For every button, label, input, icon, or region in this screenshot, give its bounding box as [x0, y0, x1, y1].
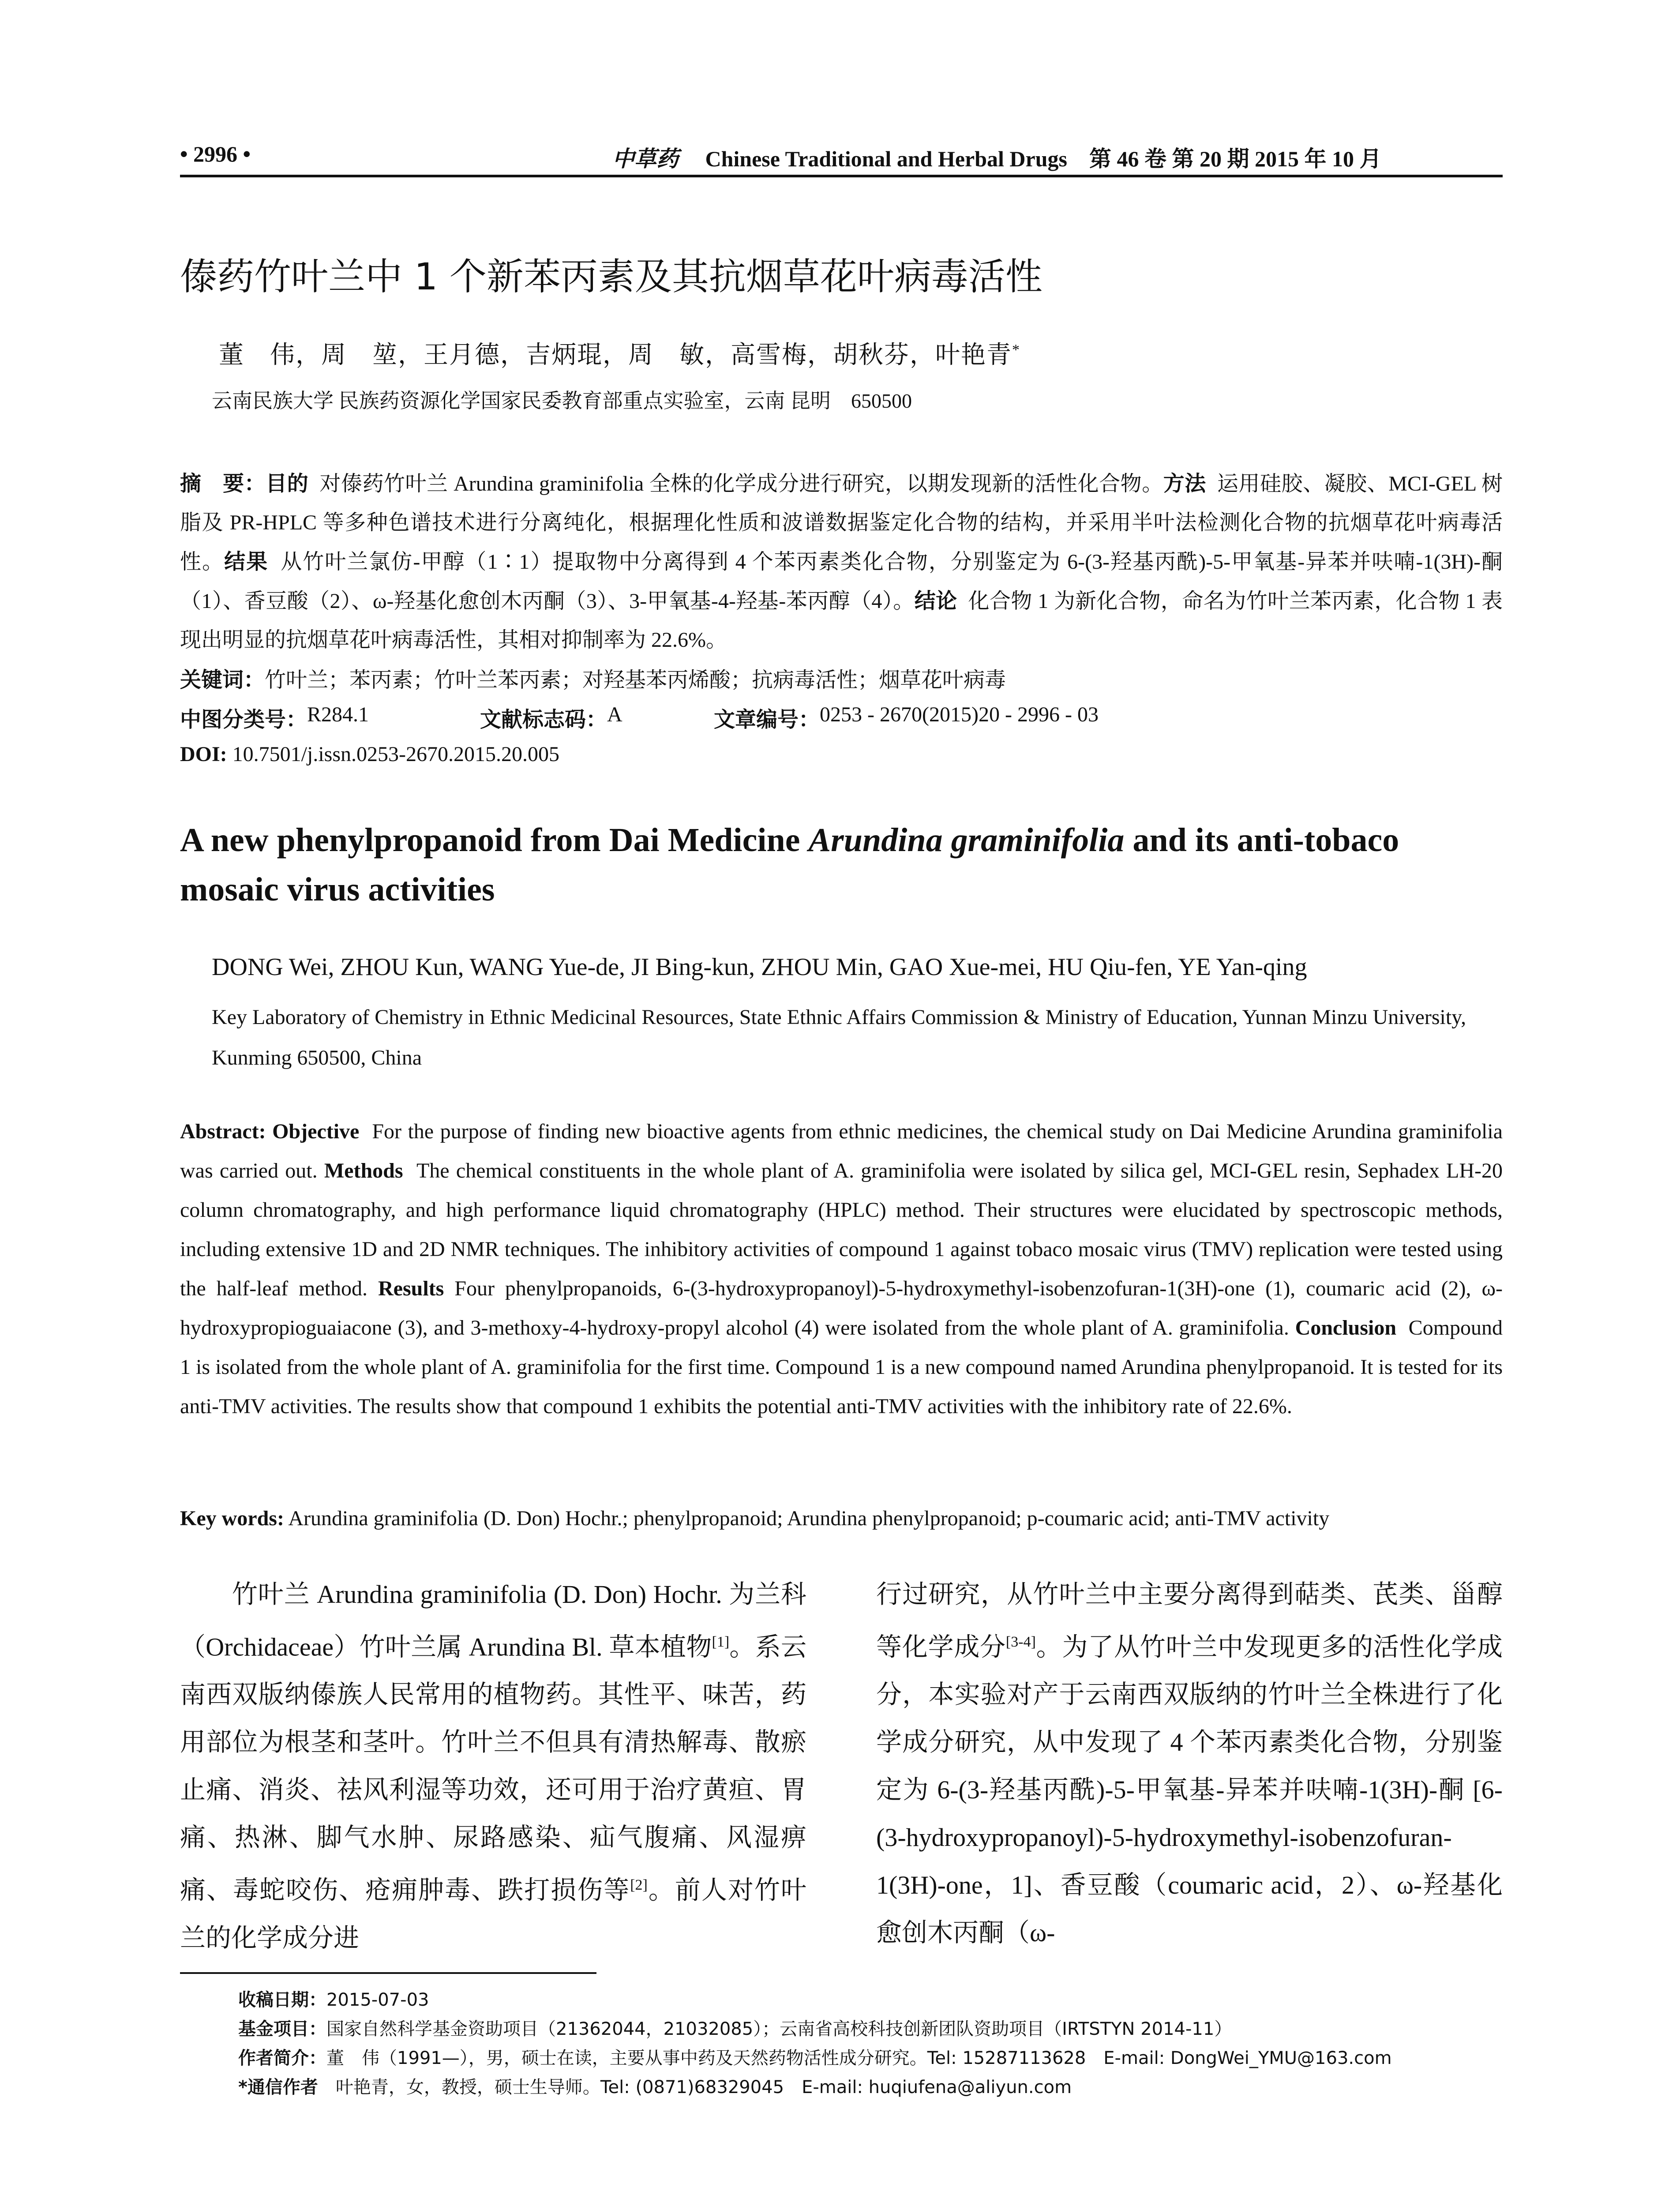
results-en-label: Results	[378, 1277, 444, 1300]
keywords-en-label: Key words:	[180, 1507, 284, 1530]
keywords-en	[180, 1506, 1503, 1531]
title-zh: 傣药竹叶兰中 1 个新苯丙素及其抗烟草花叶病毒活性	[180, 255, 1042, 298]
title-en: A new phenylpropanoid from Dai Medicine Arundina graminifolia and its anti-tobaco mosaic virus activities	[180, 822, 1399, 908]
methods-en-label: Methods	[324, 1159, 403, 1182]
doi-label: DOI:	[180, 743, 227, 766]
conclusion-en: Compound 1 is isolated from the whole plant of A. graminifolia for the first time. Compound 1 is a new compound named Arundina phenylpropanoid. It is tested for its anti-TMV activities. The results show that compound 1 exhibits the potential anti-TMV activities with the inhibitory rate of 22.6%.	[180, 1316, 1503, 1418]
clc-number: 中图分类号： R284.1	[180, 703, 369, 732]
results-zh: 从竹叶兰氯仿-甲醇（1∶1）提取物中分离得到 4 个苯丙素类化合物，分别鉴定为 6-(3-羟基丙酰)-5-甲氧基-异苯并呋喃-1(3H)-酮（1）、香豆酸（2）、ω-羟基化愈创木丙酮（3）、3-甲氧基-4-羟基-苯丙醇（4）。	[180, 550, 1503, 613]
abstract-zh	[180, 464, 1503, 660]
keywords-zh-text: 竹叶兰；苯丙素；竹叶兰苯丙素；对羟基苯丙烯酸；抗病毒活性；烟草花叶病毒	[265, 668, 1006, 692]
issue-info: 第 46 卷 第 20 期 2015 年 10 月	[1089, 146, 1382, 171]
methods-zh: 运用硅胶、凝胶、MCI-GEL 树脂及 PR-HPLC 等多种色谱技术进行分离纯化，根据理化性质和波谱数据鉴定化合物的结构，并采用半叶法检测化合物的抗烟草花叶病毒活性。	[180, 472, 1503, 574]
results-zh-label: 结果	[224, 549, 269, 574]
journal-name-zh: 中草药	[612, 146, 679, 172]
title-species: Arundina graminifolia	[808, 822, 1125, 859]
doi-line	[180, 742, 559, 766]
methods-zh-label: 方法	[1163, 471, 1206, 496]
header-rule	[180, 175, 1503, 177]
body-column-left: 竹叶兰 Arundina graminifolia (D. Don) Hochr. 为兰科（Orchidaceae）竹叶兰属 Arundina Bl. 草本植物[1]。系云南西双版纳傣族人民常用的植物药。其性平、味苦，药用部位为根茎和茎叶。竹叶兰不但具有清热解毒、散瘀止痛、消炎、祛风利湿等功效，还可用于治疗黄疸、胃痛、热淋、脚气水肿、尿路感染、疝气腹痛、风湿痹痛、毒蛇咬伤、疮痈肿毒、跌打损伤等[2]。前人对竹叶兰的化学成分进	[180, 1580, 806, 1952]
abstract-zh-label: 摘 要：	[180, 471, 266, 496]
abstract-en	[180, 1112, 1503, 1426]
objective-zh-label: 目的	[266, 471, 309, 496]
objective-en-label: Objective	[272, 1120, 360, 1143]
keywords-zh-label: 关键词：	[180, 668, 265, 692]
citation-2: [2]	[630, 1877, 648, 1894]
authors-zh-names: 董 伟，周 堃，王月德，吉炳琨，周 敏，高雪梅，胡秋芬，叶艳青	[219, 341, 1012, 369]
page-number: • 2996 •	[180, 142, 251, 166]
footnote-author-bio: 作者简介：董 伟（1991—），男，硕士在读，主要从事中药及天然药物活性成分研究。Tel: 15287113628 E-mail: DongWei_YMU@163.com	[238, 2048, 1392, 2068]
corresponding-mark: *	[1012, 341, 1020, 358]
abstract-en-label: Abstract:	[180, 1120, 266, 1143]
footnote-funding: 基金项目：国家自然科学基金资助项目（21362044，21032085）；云南省高校科技创新团队资助项目（IRTSTYN 2014-11）	[238, 2019, 1232, 2039]
affiliation-en: Key Laboratory of Chemistry in Ethnic Medicinal Resources, State Ethnic Affairs Commission & Ministry of Education, Yunnan Minzu University, Kunming 650500, China	[212, 1005, 1466, 1069]
keywords-zh	[180, 663, 1006, 693]
journal-name-en: Chinese Traditional and Herbal Drugs	[705, 146, 1067, 171]
results-en: Four phenylpropanoids, 6-(3-hydroxypropanoyl)-5-hydroxymethyl-isobenzofuran-1(3H)-one (1), coumaric acid (2), ω-hydroxypropioguaiacone (3), and 3-methoxy-4-hydroxy-propyl alcohol (4) were isolated from the whole plant of A. graminifolia.	[180, 1277, 1503, 1339]
keywords-en-text: Arundina graminifolia (D. Don) Hochr.; phenylpropanoid; Arundina phenylpropanoid; p-coumaric acid; anti-TMV activity	[288, 1507, 1330, 1530]
conclusion-en-label: Conclusion	[1295, 1316, 1397, 1339]
article-number: 文章编号： 0253 - 2670(2015)20 - 2996 - 03	[714, 703, 1099, 732]
objective-zh: 对傣药竹叶兰 Arundina graminifolia 全株的化学成分进行研究，以期发现新的活性化合物。	[319, 472, 1163, 495]
doi-value: 10.7501/j.issn.0253-2670.2015.20.005	[232, 743, 560, 766]
objective-en: For the purpose of finding new bioactive agents from ethnic medicines, the chemical study on Dai Medicine Arundina graminifolia was carried out.	[180, 1120, 1503, 1182]
authors-en: DONG Wei, ZHOU Kun, WANG Yue-de, JI Bing-kun, ZHOU Min, GAO Xue-mei, HU Qiu-fen, YE Yan-qing	[212, 953, 1307, 981]
footnote-received: 收稿日期：2015-07-03	[238, 1990, 429, 2010]
methods-en: The chemical constituents in the whole plant of A. graminifolia were isolated by silica gel, MCI-GEL resin, Sephadex LH-20 column chromatography, and high performance liquid chromatography (HPLC) method. Their structures were elucidated by spectroscopic methods, including extensive 1D and 2D NMR techniques. The inhibitory activities of compound 1 against tobaco mosaic virus (TMV) replication were tested using the half-leaf method.	[180, 1159, 1503, 1300]
affiliation-zh: 云南民族大学 民族药资源化学国家民委教育部重点实验室，云南 昆明 650500	[212, 390, 912, 412]
body-column-right: 行过研究，从竹叶兰中主要分离得到萜类、芪类、甾醇等化学成分[3-4]。为了从竹叶兰中发现更多的活性化学成分，本实验对产于云南西双版纳的竹叶兰全株进行了化学成分研究，从中发现了 4 个苯丙素类化合物，分别鉴定为 6-(3-羟基丙酰)-5-甲氧基-异苯并呋喃-1(3H)-酮 [6-(3-hydroxypropanoyl)-5-hydroxymethyl-isobenzofuran-1(3H)-one，1]、香豆酸（coumaric acid，2）、ω-羟基化愈创木丙酮（ω-	[876, 1580, 1503, 1947]
journal-name	[612, 141, 1381, 173]
citation-3-4: [3-4]	[1005, 1634, 1036, 1650]
running-header	[180, 141, 1500, 176]
conclusion-zh: 化合物 1 为新化合物，命名为竹叶兰苯丙素，化合物 1 表现出明显的抗烟草花叶病毒活性，其相对抑制率为 22.6%。	[180, 589, 1503, 652]
footnote-rule	[180, 1972, 596, 1974]
document-code: 文献标志码： A	[480, 703, 622, 732]
conclusion-zh-label: 结论	[914, 589, 957, 613]
citation-1: [1]	[712, 1634, 730, 1650]
footnote-corresponding: *通信作者 叶艳青，女，教授，硕士生导师。Tel: (0871)68329045 E-mail: huqiufena@aliyun.com	[238, 2077, 1072, 2097]
authors-zh	[219, 335, 1020, 371]
